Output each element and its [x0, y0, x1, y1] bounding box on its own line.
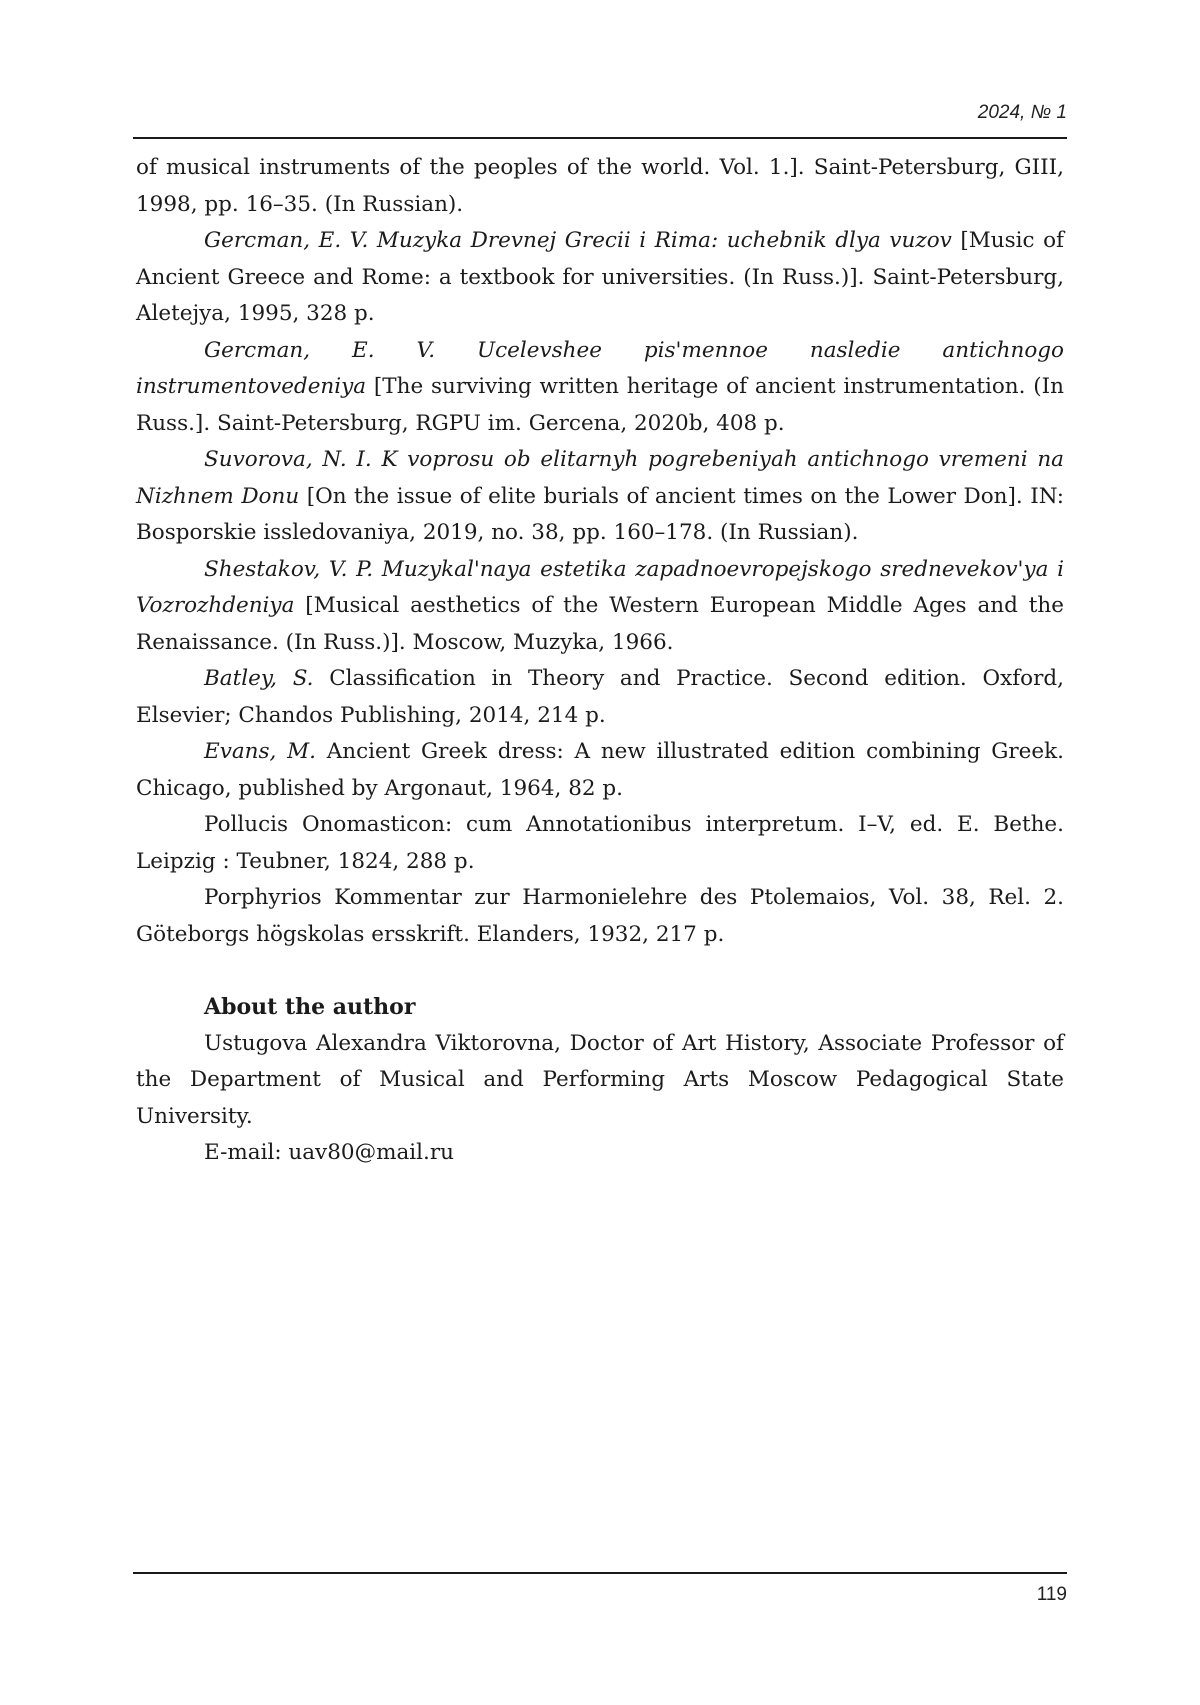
reference-entry — [136, 223, 1064, 333]
about-author-text: Ustugova Alexandra Viktorovna, Doctor of Art History, Associate Professor of the Department of Musical and Performing Arts Moscow Pedagogical State University. — [136, 1030, 1064, 1129]
reference-details: [On the issue of elite burials of ancient times on the Lower Don]. IN: Bosporskie issledovaniya, 2019, no. 38, pp. 160–178. (In Russian). — [136, 483, 1065, 545]
reference-details: Ancient Greek dress: A new illustrated edition combining Greek. Chicago, published by Argonaut, 1964, 82 p. — [136, 739, 1064, 801]
reference-entry — [136, 807, 1064, 880]
reference-entry — [136, 150, 1064, 223]
reference-details: [Music of Ancient Greece and Rome: a textbook for universities. (In Russ.)]. Saint-Petersburg, Aletejya, 1995, 328 p. — [136, 228, 1064, 326]
reference-details: [Musical aesthetics of the Western European Middle Ages and the Renaissance. (In Russ.)]. Moscow, Muzyka, 1966. — [136, 593, 1064, 655]
reference-authors-title: Gercman, E. V. Muzyka Drevnej Grecii i Rima: uchebnik dlya vuzov — [204, 228, 952, 253]
reference-details: [The surviving written heritage of ancient instrumentation. (In Russ.]. Saint-Petersburg, RGPU im. Gercena, 2020b, 408 p. — [136, 374, 1064, 436]
reference-entry — [136, 442, 1064, 552]
header-rule — [133, 137, 1067, 139]
reference-entry — [136, 734, 1064, 807]
footer-rule — [133, 1572, 1067, 1574]
author-email: E-mail: uav80@mail.ru — [204, 1140, 454, 1165]
reference-entry — [136, 552, 1064, 662]
about-author-heading: About the author — [204, 994, 416, 1020]
reference-details: Pollucis Onomasticon: cum Annotationibus interpretum. I–V, ed. E. Bethe. Leipzig : Teubner, 1824, 288 p. — [136, 812, 1064, 874]
reference-entry — [136, 333, 1064, 443]
reference-entry — [136, 661, 1064, 734]
reference-authors-title: Batley, S. — [204, 666, 314, 691]
page-number: 119 — [1036, 1584, 1067, 1605]
reference-authors-title: Gercman, E. V. Ucelevshee pis'mennoe nasledie antichnogo instrumentovedeniya — [136, 337, 1064, 399]
reference-entry — [136, 880, 1064, 953]
page-content — [136, 150, 1064, 1172]
reference-authors-title: Suvorova, N. I. K voprosu ob elitarnyh pogrebeniyah antichnogo vremeni na Nizhnem Donu — [136, 447, 1064, 509]
reference-details: of musical instruments of the peoples of the world. Vol. 1.]. Saint-Petersburg, GIII, 1998, pp. 16–35. (In Russian). — [136, 155, 1064, 217]
reference-details: Porphyrios Kommentar zur Harmonielehre des Ptolemaios, Vol. 38, Rel. 2. Göteborgs högskolas ersskrift. Elanders, 1932, 217 p. — [136, 885, 1064, 947]
reference-authors-title: Evans, M. — [204, 739, 316, 764]
reference-details: Classification in Theory and Practice. Second edition. Oxford, Elsevier; Chandos Publishing, 2014, 214 p. — [136, 666, 1064, 728]
journal-issue: 2024, № 1 — [977, 102, 1067, 123]
reference-authors-title: Shestakov, V. P. Muzykal'naya estetika zapadnoevropejskogo srednevekov'ya i Vozrozhdeniya — [136, 556, 1064, 618]
